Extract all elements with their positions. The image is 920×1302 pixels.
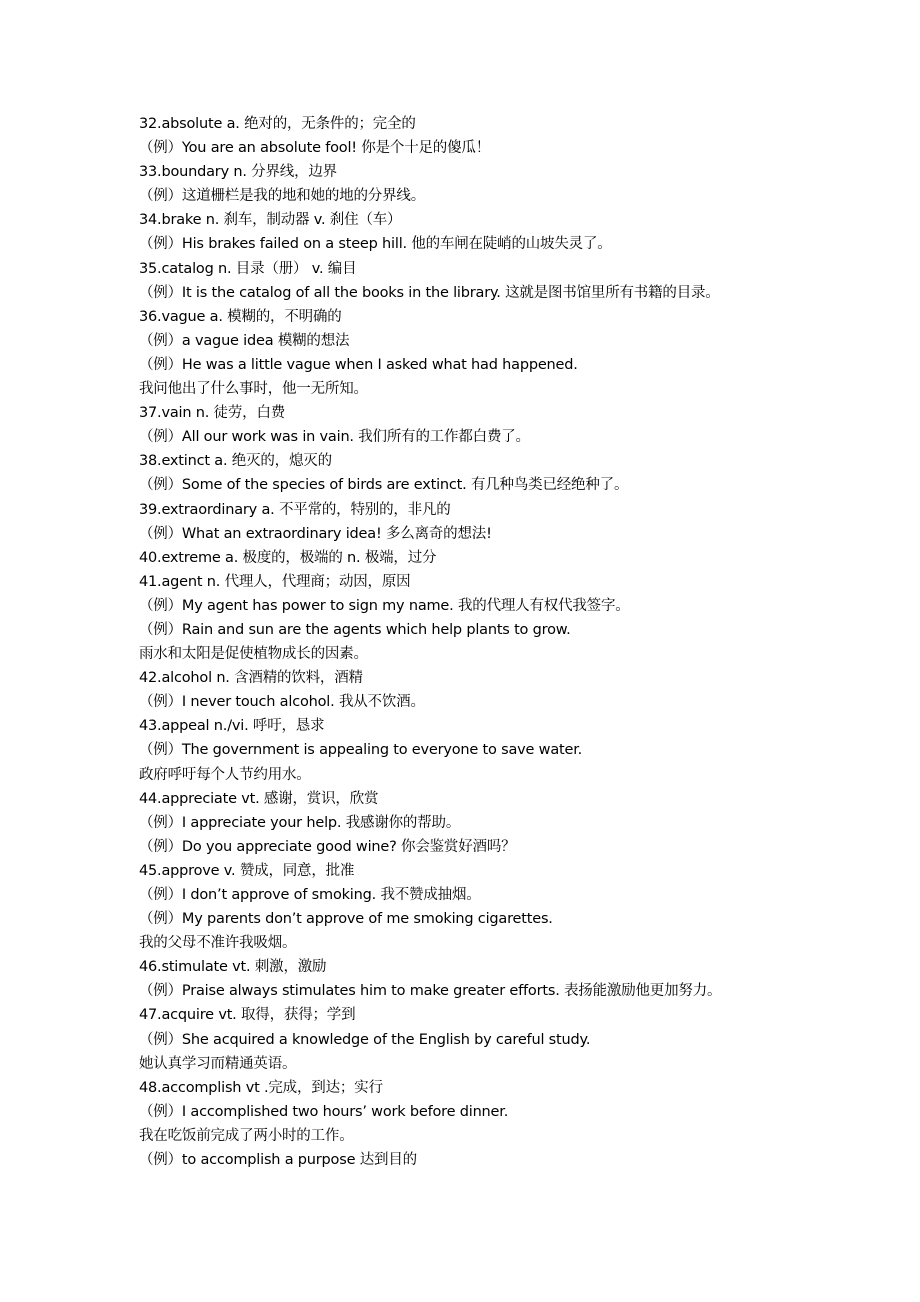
example-sentence: （例）She acquired a knowledge of the English by careful study. <box>139 1031 591 1048</box>
entry-headword: 34.brake n. 刹车，制动器 v. 刹住（车） <box>139 212 402 229</box>
example-sentence: （例）Do you appreciate good wine? 你会鉴赏好酒吗？ <box>139 838 516 855</box>
example-translation: 我的父母不准许我吸烟。 <box>139 935 297 952</box>
entry-headword: 44.appreciate vt. 感谢，赏识，欣赏 <box>139 790 379 807</box>
example-sentence: （例）The government is appealing to everyone to save water. <box>139 742 583 759</box>
example-translation: 雨水和太阳是促使植物成长的因素。 <box>139 646 368 663</box>
example-sentence: （例）I appreciate your help. 我感谢你的帮助。 <box>139 814 461 831</box>
example-sentence: （例）Praise always stimulates him to make greater efforts. 表扬能激励他更加努力。 <box>139 983 722 1000</box>
vocabulary-list <box>139 112 899 1172</box>
example-translation: 我问他出了什么事时，他一无所知。 <box>139 381 368 398</box>
entry-headword: 47.acquire vt. 取得，获得；学到 <box>139 1007 356 1024</box>
entry-headword: 36.vague a. 模糊的，不明确的 <box>139 308 342 325</box>
example-translation: 我在吃饭前完成了两小时的工作。 <box>139 1127 354 1144</box>
example-sentence: （例）My agent has power to sign my name. 我的代理人有权代我签字。 <box>139 597 630 614</box>
entry-headword: 40.extreme a. 极度的，极端的 n. 极端，过分 <box>139 549 437 566</box>
entry-headword: 41.agent n. 代理人，代理商；动因，原因 <box>139 573 411 590</box>
example-sentence: （例）It is the catalog of all the books in the library. 这就是图书馆里所有书籍的目录。 <box>139 284 720 301</box>
example-sentence: （例）His brakes failed on a steep hill. 他的车闸在陡峭的山坡失灵了。 <box>139 236 612 253</box>
entry-headword: 46.stimulate vt. 刺激，激励 <box>139 959 327 976</box>
example-sentence: （例）to accomplish a purpose 达到目的 <box>139 1152 417 1169</box>
entry-headword: 32.absolute a. 绝对的，无条件的；完全的 <box>139 116 416 132</box>
example-sentence: （例）I accomplished two hours’ work before dinner. <box>139 1103 509 1120</box>
entry-headword: 33.boundary n. 分界线，边界 <box>139 164 337 181</box>
entry-headword: 43.appeal n./vi. 呼吁，恳求 <box>139 718 325 735</box>
entry-headword: 35.catalog n. 目录（册） v. 编目 <box>139 260 357 277</box>
entry-headword: 37.vain n. 徒劳，白费 <box>139 405 286 422</box>
example-sentence: （例）What an extraordinary idea! 多么离奇的想法! <box>139 525 492 542</box>
example-sentence: （例）You are an absolute fool! 你是个十足的傻瓜！ <box>139 140 490 157</box>
example-sentence: （例）Some of the species of birds are extinct. 有几种鸟类已经绝种了。 <box>139 477 629 494</box>
example-translation: 政府呼吁每个人节约用水。 <box>139 766 311 783</box>
example-sentence: （例）He was a little vague when I asked what had happened. <box>139 356 578 373</box>
entry-headword: 39.extraordinary a. 不平常的，特别的，非凡的 <box>139 501 451 518</box>
example-translation: 她认真学习而精通英语。 <box>139 1055 297 1072</box>
example-sentence: （例）Rain and sun are the agents which help plants to grow. <box>139 621 571 638</box>
entry-headword: 38.extinct a. 绝灭的，熄灭的 <box>139 453 332 470</box>
example-sentence: （例）I never touch alcohol. 我从不饮酒。 <box>139 694 425 711</box>
example-sentence: （例）I don’t approve of smoking. 我不赞成抽烟。 <box>139 887 481 903</box>
example-sentence: （例）a vague idea 模糊的想法 <box>139 332 350 349</box>
entry-headword: 45.approve v. 赞成，同意，批准 <box>139 862 355 879</box>
example-sentence: （例）All our work was in vain. 我们所有的工作都白费了。 <box>139 429 530 446</box>
example-sentence: （例）这道栅栏是我的地和她的地的分界线。 <box>139 188 425 205</box>
entry-headword: 42.alcohol n. 含酒精的饮料，酒精 <box>139 670 363 687</box>
example-sentence: （例）My parents don’t approve of me smoking cigarettes. <box>139 911 553 928</box>
entry-headword: 48.accomplish vt .完成，到达；实行 <box>139 1079 383 1096</box>
